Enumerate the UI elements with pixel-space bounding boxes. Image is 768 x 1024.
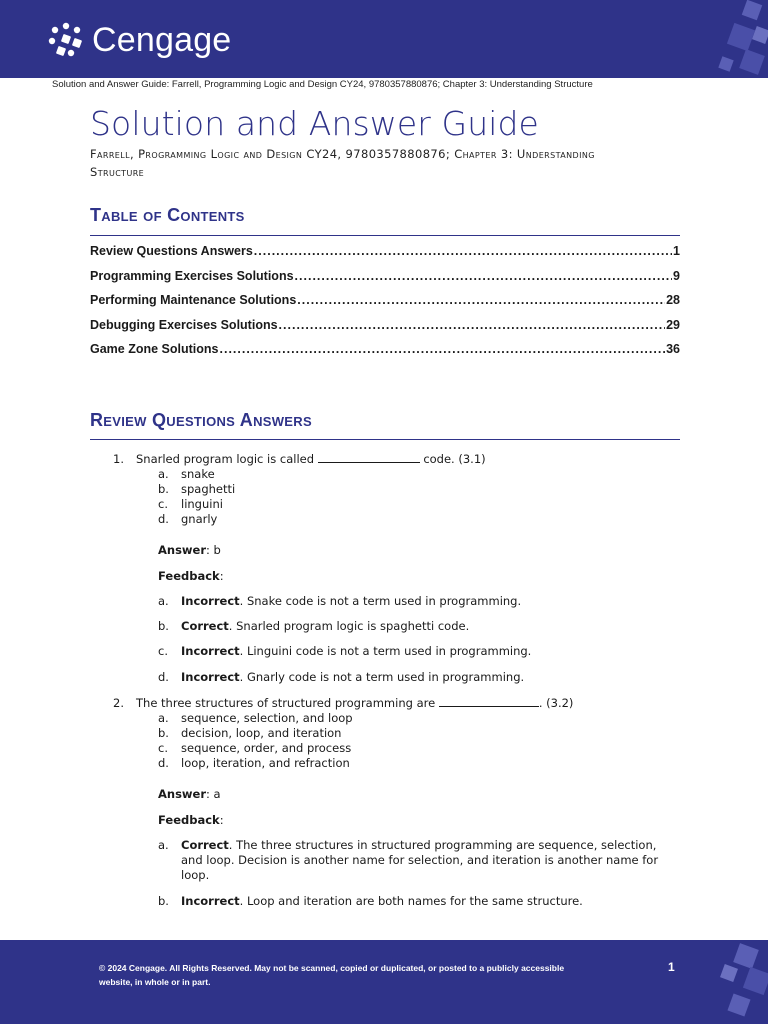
option-text: sequence, order, and process: [181, 741, 352, 755]
feedback-explanation: . Gnarly code is not a term used in programming.: [239, 670, 525, 684]
option-text: spaghetti: [181, 482, 236, 496]
option-text: gnarly: [181, 512, 218, 526]
toc-entry-label: Programming Exercises Solutions: [90, 268, 294, 283]
feedback-label: Feedback: [158, 569, 220, 583]
option-letter: a.: [158, 711, 169, 725]
question-text: [136, 696, 573, 711]
toc-entry[interactable]: [90, 293, 680, 318]
feedback-text: [181, 838, 671, 883]
feedback-text: [181, 644, 671, 659]
option-text: sequence, selection, and loop: [181, 711, 353, 725]
header-decoration-shapes: [700, 0, 768, 78]
feedback-verdict: Correct: [181, 838, 229, 852]
page-title: Solution and Answer Guide: [90, 104, 539, 143]
copyright-notice: © 2024 Cengage. All Rights Reserved. May not be scanned, copied or duplicated, or posted to a publicly accessible website, in whole or in part.: [99, 963, 565, 987]
question-number: 1.: [113, 452, 124, 466]
review-rule: [90, 439, 680, 440]
feedback-text: [181, 670, 671, 685]
question-text-before: The three structures of structured programming are: [136, 696, 436, 710]
answer-line: [158, 543, 221, 558]
toc-entry-label: Game Zone Solutions: [90, 342, 219, 357]
answer-label: Answer: [158, 787, 207, 801]
toc-entry[interactable]: [90, 342, 680, 367]
question-number: 2.: [113, 696, 124, 710]
toc-entry-label: Review Questions Answers: [90, 244, 253, 258]
feedback-verdict: Incorrect: [181, 670, 240, 684]
feedback-label-line: Feedback:: [158, 569, 224, 583]
toc-entry-page: 1: [673, 244, 680, 258]
feedback-letter: a.: [158, 594, 169, 608]
toc-entry-page: 36: [666, 342, 680, 357]
footer-decoration-shapes: [700, 940, 768, 1024]
table-of-contents: [90, 244, 680, 367]
option-text: linguini: [181, 497, 223, 511]
toc-leader: [279, 318, 666, 332]
question-text: [136, 452, 486, 467]
feedback-text: [181, 594, 671, 609]
question-text-before: Snarled program logic is called: [136, 452, 315, 466]
option: [158, 482, 235, 497]
option-text: decision, loop, and iteration: [181, 726, 342, 740]
answer-value: : a: [206, 787, 221, 801]
toc-entry-label: Debugging Exercises Solutions: [90, 317, 278, 332]
toc-entry[interactable]: [90, 244, 680, 269]
feedback-letter: c.: [158, 644, 168, 658]
feedback-verdict: Incorrect: [181, 594, 240, 608]
toc-rule: [90, 235, 680, 236]
toc-entry[interactable]: [90, 318, 680, 343]
answer-label: Answer: [158, 543, 207, 557]
toc-entry-label: Performing Maintenance Solutions: [90, 293, 297, 308]
option: [158, 512, 217, 527]
option: [158, 756, 350, 771]
question-text-after: code. (3.1): [423, 452, 486, 466]
question-text-after: . (3.2): [538, 696, 574, 710]
brand-name: Cengage: [92, 20, 232, 59]
answer-blank: [318, 453, 420, 463]
footer-banner: [0, 940, 768, 1024]
page-number: 1: [668, 960, 675, 974]
toc-entry-page: 29: [666, 317, 680, 332]
feedback-letter: b.: [158, 894, 169, 908]
feedback-verdict: Incorrect: [181, 644, 240, 658]
feedback-explanation: . Snarled program logic is spaghetti code.: [228, 619, 470, 633]
toc-leader: [220, 342, 666, 356]
review-heading: Review Questions Answers: [90, 410, 312, 430]
toc-entry-page: 9: [673, 268, 680, 283]
feedback-verdict: Incorrect: [181, 894, 240, 908]
feedback-text: [181, 894, 671, 909]
toc-entry-page: 28: [666, 293, 680, 308]
cengage-logo-icon: [48, 22, 84, 58]
feedback-letter: b.: [158, 619, 169, 633]
feedback-label-line: Feedback:: [158, 813, 224, 827]
header-banner: [0, 0, 768, 78]
option-text: loop, iteration, and refraction: [181, 756, 350, 770]
feedback-verdict: Correct: [181, 619, 229, 633]
feedback-text: [181, 619, 671, 634]
option-letter: c.: [158, 497, 168, 511]
option-letter: d.: [158, 756, 169, 770]
feedback-explanation: . Loop and iteration are both names for the same structure.: [239, 894, 583, 908]
toc-leader: [295, 269, 673, 283]
feedback-label: Feedback: [158, 813, 220, 827]
answer-line: [158, 787, 221, 802]
option-letter: b.: [158, 726, 169, 740]
answer-value: : b: [206, 543, 221, 557]
toc-entry[interactable]: [90, 269, 680, 294]
option: [158, 467, 215, 482]
option-letter: a.: [158, 467, 169, 481]
feedback-letter: d.: [158, 670, 169, 684]
option-text: snake: [181, 467, 215, 481]
option-letter: b.: [158, 482, 169, 496]
feedback-letter: a.: [158, 838, 169, 852]
toc-heading: Table of Contents: [90, 205, 245, 225]
feedback-explanation: . Linguini code is not a term used in programming.: [239, 644, 532, 658]
feedback-explanation: . Snake code is not a term used in programming.: [239, 594, 522, 608]
option: [158, 497, 223, 512]
page-subtitle: Farrell, Programming Logic and Design CY24, 9780357880876; Chapter 3: Understanding Structure: [90, 147, 595, 179]
running-head: Solution and Answer Guide: Farrell, Programming Logic and Design CY24, 9780357880876; Chapter 3: Understanding Structure: [52, 79, 593, 90]
toc-leader: [254, 244, 672, 258]
option: [158, 741, 351, 756]
answer-blank: [439, 697, 539, 707]
toc-leader: [297, 293, 665, 307]
option: [158, 726, 341, 741]
feedback-explanation: . The three structures in structured programming are sequence, selection, and loop. Decision is another name for selection, and iteration is another name for loop.: [181, 838, 659, 882]
option-letter: d.: [158, 512, 169, 526]
cengage-logo: [48, 20, 231, 60]
option-letter: c.: [158, 741, 168, 755]
option: [158, 711, 353, 726]
